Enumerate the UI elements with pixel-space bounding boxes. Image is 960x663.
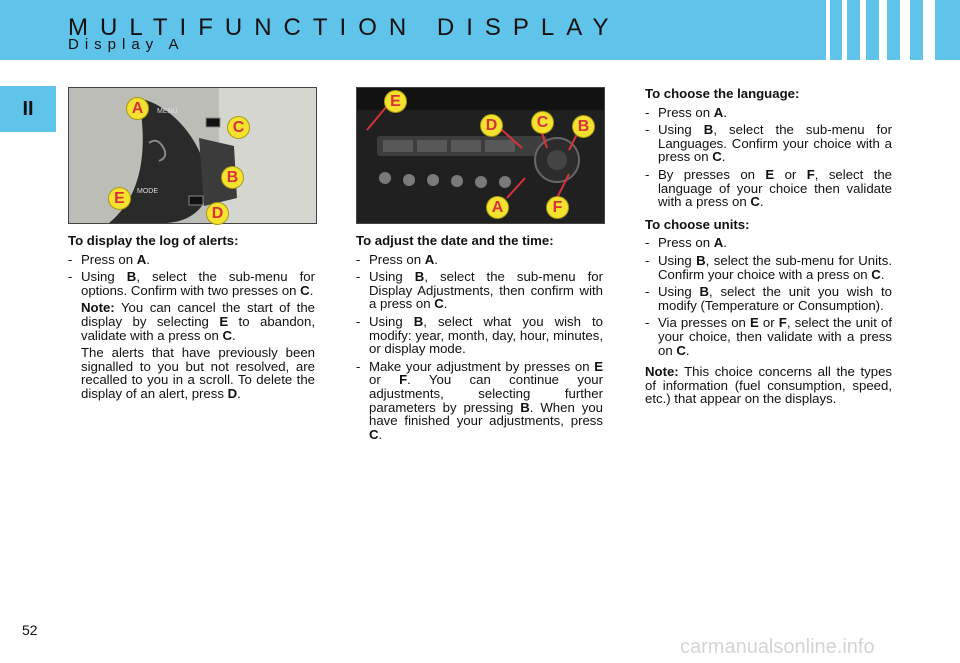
callout-d-right: D — [480, 114, 503, 137]
date-step-2: - Using B, select the sub-menu for Display Adjustments, then confirm with a press on C. — [356, 269, 603, 312]
alerts-step-1: - Press on A. — [68, 251, 150, 267]
units-step-1: - Press on A. — [645, 235, 727, 251]
units-step-4: - Via presses on E or F, select the unit of your choice, then validate with a press on C. — [645, 315, 892, 358]
language-step-3: - By presses on E or F, select the language of your choice then validate with a press on C. — [645, 166, 893, 210]
chapter-tab-label: II — [22, 98, 34, 120]
callout-c-right: C — [531, 111, 554, 134]
language-heading: To choose the language: — [645, 86, 800, 101]
callout-d: D — [206, 202, 229, 225]
date-step-3: - Using B, select what you wish to modify: year, month, day, hour, minutes, or display mode. — [356, 313, 603, 357]
callout-e: E — [108, 187, 131, 210]
page-subtitle: Display A — [68, 36, 185, 53]
alerts-section — [68, 234, 315, 405]
callout-a: A — [126, 97, 149, 120]
alerts-heading: To display the log of alerts: — [68, 233, 239, 248]
language-units-section — [645, 87, 892, 406]
stalk-photo — [68, 87, 317, 224]
stalk-label-menu: MENU — [157, 108, 178, 115]
callout-b-right: B — [572, 115, 595, 138]
alerts-note: Note: You can cancel the start of the display by selecting E to abandon, validate with a press on C. — [81, 300, 315, 343]
callout-b: B — [221, 166, 244, 189]
chapter-tab — [0, 86, 56, 132]
date-step-1: - Press on A. — [356, 251, 438, 267]
page-number: 52 — [22, 622, 38, 638]
alerts-paragraph: The alerts that have previously been signalled to you but not resolved, are recalled to you in a scroll. To delete the display of an alert, press D. — [81, 345, 315, 401]
watermark: carmanualsonline.info — [680, 636, 875, 658]
stalk-illustration — [69, 88, 316, 223]
date-step-4: - Make your adjustment by presses on E or F. You can continue your adjustments, selecting further parameters by pressing B. When you have finished your adjustments, press C. — [356, 358, 603, 442]
header-band — [0, 0, 960, 60]
callout-a-right: A — [486, 196, 509, 219]
callout-e-right: E — [384, 90, 407, 113]
callout-f-right: F — [546, 196, 569, 219]
alerts-step-2: - Using B, select the sub-menu for options. Confirm with two presses on C. Note: You can cancel the start of the display by selecting E to abandon, validate with a press on C. The alerts that have previously been signalled to you but not resolved, are recalled to you in a scroll. To delete the display of an alert, press D. — [68, 269, 315, 401]
units-step-2: - Using B, select the sub-menu for Units. Confirm your choice with a press on C. — [645, 252, 892, 282]
date-time-section — [356, 234, 603, 445]
language-step-2: - Using B, select the sub-menu for Languages. Confirm your choice with a press on C. — [645, 122, 892, 165]
units-note: Note: This choice concerns all the types of information (fuel consumption, speed, etc.) that appear on the displays. — [645, 364, 892, 407]
units-heading: To choose units: — [645, 216, 750, 232]
language-step-1: - Press on A. — [645, 104, 727, 120]
date-time-heading: To adjust the date and the time: — [356, 233, 554, 248]
page-title: MULTIFUNCTION DISPLAY — [68, 14, 621, 41]
callout-c: C — [227, 116, 250, 139]
stalk-label-mode: MODE — [137, 188, 158, 195]
units-step-3: - Using B, select the unit you wish to modify (Temperature or Consumption). — [645, 284, 892, 313]
